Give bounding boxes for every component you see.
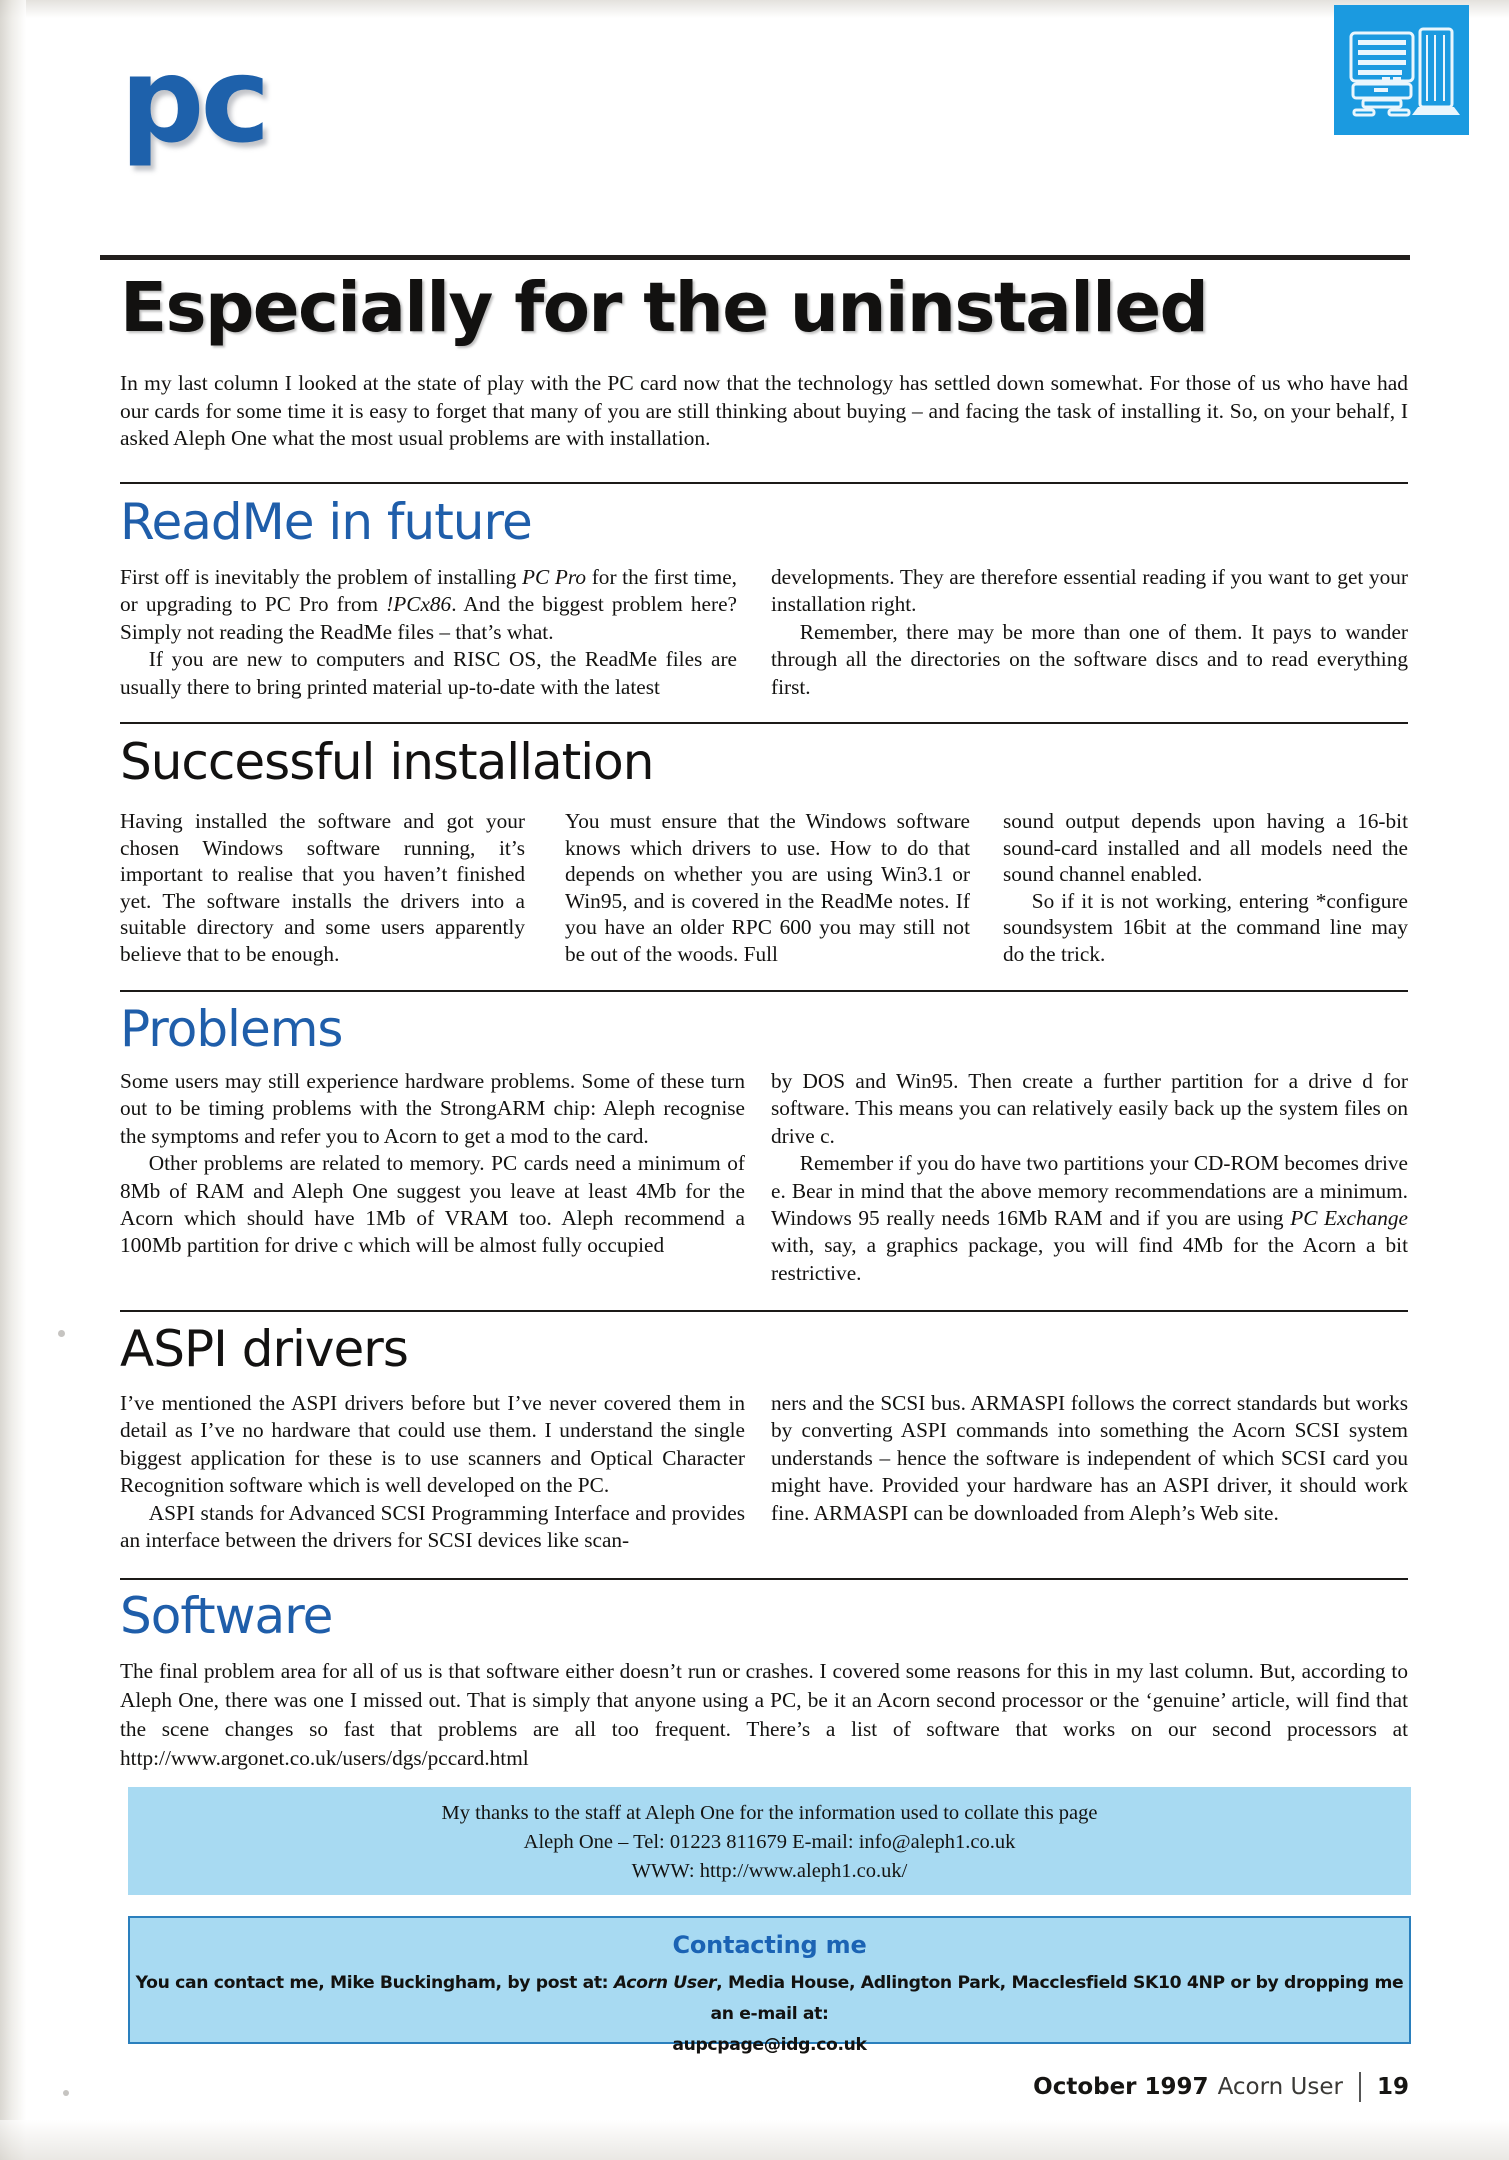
- scan-speck: [63, 2090, 69, 2096]
- scan-edge-bottom: [0, 2120, 1509, 2160]
- readme-column-2: developments. They are therefore essential reading if you want to get your installation right. Remember, there may be more than one of them. It pays to wander through all the directories on the software discs and to read everything first.: [771, 565, 1408, 699]
- section-heading-aspi-drivers: ASPI drivers: [120, 1320, 408, 1378]
- thanks-box: [128, 1787, 1411, 1895]
- rule-section-successful: [120, 722, 1408, 724]
- readme-column-1: First off is inevitably the problem of installing PC Pro for the first time, or upgrading to PC Pro from !PCx86. And the biggest problem here? Simply not reading the ReadMe files – that’s what. If you are new to computers and RISC OS, the ReadMe files are usually there to bring printed material up-to-date with the latest: [120, 565, 738, 699]
- scan-edge-left: [0, 0, 26, 2160]
- rule-under-masthead: [100, 255, 1410, 260]
- contacting-me-title: Contacting me: [672, 1931, 867, 1959]
- footer-magazine: Acorn User: [1217, 2074, 1343, 2100]
- intro-paragraph: In my last column I looked at the state of play with the PC card now that the technology has settled down somewhat. For those of us who have had our cards for some time it is easy to forget that many of you are still thinking about buying – and facing the task of installing it. So, on your behalf, I asked Aleph One what the most usual problems are with installation.: [120, 371, 1408, 450]
- aspi-column-2: ners and the SCSI bus. ARMASPI follows the correct standards but works by converting ASPI commands into something the Acorn SCSI system understands – hence the software is independent of which SCSI card you might have. Provided your hardware has an ASPI driver, it should work fine. ARMASPI can be downloaded from Aleph’s Web site.: [771, 1391, 1408, 1525]
- footer-page-number: 19: [1376, 2074, 1409, 2100]
- successful-column-3: sound output depends upon having a 16-bit sound-card installed and all models need the sound channel enabled. So if it is not working, entering *configure soundsystem 16bit at the command line may do the trick.: [1003, 809, 1408, 966]
- section-heading-readme: ReadMe in future: [120, 493, 532, 551]
- contacting-me-body: You can contact me, Mike Buckingham, by post at: Acorn User, Media House, Adlington Park, Macclesfield SK10 4NP or by dropping me an e-mail at:: [135, 1973, 1404, 2024]
- rule-section-software: [120, 1578, 1408, 1580]
- page-title: Especially for the uninstalled: [120, 268, 1208, 348]
- software-column-1: The final problem area for all of us is that software either doesn’t run or crashes. I covered some reasons for this in my last column. But, according to Aleph One, there was one I missed out. That is simply that anyone using a PC, be it an Acorn second processor or the ‘genuine’ article, will find that the scene changes so fast that problems are all too frequent. There’s a list of software that works on our second processors at http://www.argonet.co.uk/users/dgs/pccard.html: [120, 1659, 1408, 1770]
- pc-logo: pc: [120, 31, 267, 169]
- scan-speck: [58, 1330, 65, 1337]
- masthead: [120, 31, 267, 169]
- successful-column-1: Having installed the software and got your chosen Windows software running, it’s important to realise that you haven’t finished yet. The software installs the drivers into a suitable directory and some users apparently believe that to be enough.: [120, 809, 525, 966]
- section-heading-software: Software: [120, 1587, 333, 1645]
- successful-column-2: You must ensure that the Windows software knows which drivers to use. How to do that depends on whether you are using Win3.1 or Win95, and is covered in the ReadMe notes. If you have an older RPC 600 you may still not be out of the woods. Full: [565, 809, 970, 966]
- rule-section-readme: [120, 482, 1408, 484]
- thanks-line-1: My thanks to the staff at Aleph One for the information used to collate this page: [441, 1802, 1098, 1824]
- thanks-line-2: Aleph One – Tel: 01223 811679 E-mail: info@aleph1.co.uk: [523, 1831, 1016, 1853]
- problems-column-1: Some users may still experience hardware problems. Some of these turn out to be timing problems with the StrongARM chip: Aleph recognise the symptoms and refer you to Acorn to get a mod to the card. Other problems are related to memory. PC cards need a minimum of 8Mb of RAM and Aleph One suggest you leave at least 4Mb for the Acorn which should have 1Mb of VRAM too. Aleph recommend a 100Mb partition for drive c which will be almost fully occupied: [120, 1069, 745, 1258]
- rule-section-aspi: [120, 1310, 1408, 1312]
- page-footer: [1033, 2072, 1409, 2102]
- scan-edge-top: [0, 0, 1509, 18]
- footer-divider: [1359, 2072, 1361, 2102]
- thanks-line-3: WWW: http://www.aleph1.co.uk/: [631, 1860, 908, 1882]
- rule-section-problems: [120, 990, 1408, 992]
- footer-date: October 1997: [1033, 2074, 1209, 2100]
- computer-monitor-tower-icon: [1334, 5, 1469, 135]
- contacting-me-email: aupcpage@idg.co.uk: [672, 2035, 867, 2055]
- problems-column-2: by DOS and Win95. Then create a further partition for a drive d for software. This means you can relatively easily back up the system files on drive c. Remember if you do have two partitions your CD-ROM becomes drive e. Bear in mind that the above memory recommendations are a minimum. Windows 95 really needs 16Mb RAM and if you are using PC Exchange with, say, a graphics package, you will find 4Mb for the Acorn a bit restrictive.: [771, 1069, 1409, 1285]
- aspi-column-1: I’ve mentioned the ASPI drivers before but I’ve never covered them in detail as I’ve no hardware that could use them. I understand the single biggest application for these is to use scanners and Optical Character Recognition software which is well developed on the PC. ASPI stands for Advanced SCSI Programming Interface and provides an interface between the drivers for SCSI devices like scan-: [120, 1391, 745, 1553]
- contacting-me-box: [128, 1916, 1411, 2055]
- section-heading-successful-installation: Successful installation: [120, 733, 654, 791]
- section-heading-problems: Problems: [120, 1000, 343, 1058]
